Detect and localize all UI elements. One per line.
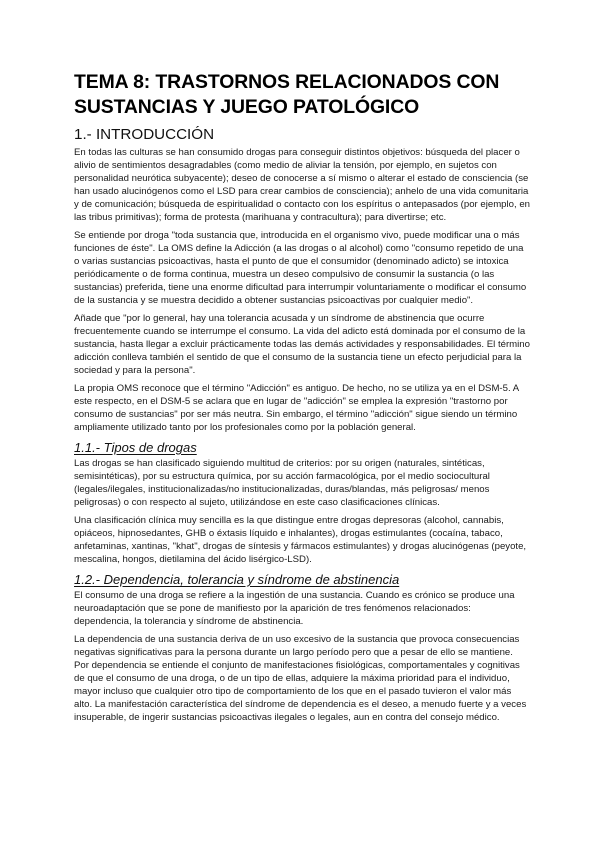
- paragraph: Una clasificación clínica muy sencilla es la que distingue entre drogas depresoras (alcohol, cannabis, opiáceos, hipnosedantes, GHB o éxtasis líquido e inhalantes), drogas estimulantes (cocaína, tabaco, anfetaminas, xantinas, "khat", drogas de síntesis y fármacos estimulantes) y drogas alucinógenas (peyote, mescalina, hongos, dietilamina del ácido lisérgico-LSD).: [74, 515, 527, 565]
- subsection-heading: 1.2.- Dependencia, tolerancia y síndrome de abstinencia: [74, 572, 400, 587]
- section-tipos-de-drogas: [74, 439, 530, 566]
- paragraph: Añade que "por lo general, hay una tolerancia acusada y un síndrome de abstinencia que ocurre frecuentemente cuando se interrumpe el consumo. La vida del adicto está dominada por el consumo de la sustancia, hasta llegar a excluir prácticamente todas las demás actividades y responsabilidades. El término adicción conlleva también el sentido de que el consumo de la sustancia tiene un efecto perjudicial para la sociedad y para la persona".: [74, 313, 530, 376]
- document-title: TEMA 8: TRASTORNOS RELACIONADOS CON SUSTANCIAS Y JUEGO PATOLÓGICO: [74, 71, 500, 118]
- section-heading: 1.- INTRODUCCIÓN: [74, 126, 215, 143]
- paragraph: En todas las culturas se han consumido drogas para conseguir distintos objetivos: búsqueda del placer o alivio de sentimientos desagradables (como medio de aliviar la tensión, por ejemplo, en sujetos con personalidad neurótica subyacente); deseo de conocerse a sí mismo o alterar el estado de consciencia (se han usado alucinógenos como el LSD para crear cambios de consciencia); anhelo de una vida comunitaria y de comunicación; búsqueda de espiritualidad o contacto con los espíritus o antepasados (por ejemplo, en las tribus primitivas); forma de protesta (marihuana y contracultura); para divertirse; etc.: [74, 147, 530, 223]
- section-dependencia: [74, 571, 530, 724]
- paragraph: El consumo de una droga se refiere a la ingestión de una sustancia. Cuando es crónico se produce una neuroadaptación que se pone de manifiesto por la aparición de tres fenómenos relacionados: dependencia, la tolerancia y síndrome de abstinencia.: [74, 590, 515, 627]
- subsection-heading: 1.1.- Tipos de drogas: [74, 440, 197, 455]
- section-introduccion: [74, 125, 530, 434]
- paragraph: La propia OMS reconoce que el término "Adicción" es antiguo. De hecho, no se utiliza ya en el DSM-5. A este respecto, en el DSM-5 se aclara que en lugar de "adicción" se emplea la expresión "trastorno por consumo de sustancias" por ser más neutra. Sin embargo, el término "adicción" sigue siendo un término ampliamente utilizado tanto por los profesionales como por la población general.: [74, 383, 519, 433]
- paragraph: La dependencia de una sustancia deriva de un uso excesivo de la sustancia que provoca consecuencias negativas significativas para la persona durante un largo período pero que a pesar de ello se mantiene. Por dependencia se entiende el conjunto de manifestaciones fisiológicas, comportamentales y cognitivas de que el consumo de una droga, o de un tipo de ellas, adquiere la máxima prioridad para el individuo, mayor incluso que cualquier otro tipo de comportamiento de los que en el pasado tuvieron el valor más alto. La manifestación característica del síndrome de dependencia es el deseo, a menudo fuerte y a veces insuperable, de ingerir sustancias psicoactivas ilegales o legales, aun en contra del consejo médico.: [74, 634, 527, 723]
- paragraph: Las drogas se han clasificado siguiendo multitud de criterios: por su origen (naturales, sintéticas, semisintéticas), por su estructura química, por su acción farmacológica, por el medio sociocultural (legales/ilegales, institucionalizadas/no institucionalizadas, duras/blandas, más peligrosas/ menos peligrosas) o con respecto al sujeto, utilizándose en este caso clasificaciones clínicas.: [74, 458, 490, 508]
- paragraph: Se entiende por droga "toda sustancia que, introducida en el organismo vivo, puede modificar una o más funciones de éste". La OMS define la Adicción (a las drogas o al alcohol) como "consumo repetido de una o varias sustancias psicoactivas, hasta el punto de que el consumidor (denominado adicto) se intoxica periódicamente o de forma continua, muestra un deseo compulsivo de consumir la sustancia (o las sustancias) preferida, tiene una enorme dificultad para interrumpir voluntariamente o modificar el consumo de la sustancia y se muestra decidido a obtener sustancias psicoactivas por cualquier medio".: [74, 230, 527, 306]
